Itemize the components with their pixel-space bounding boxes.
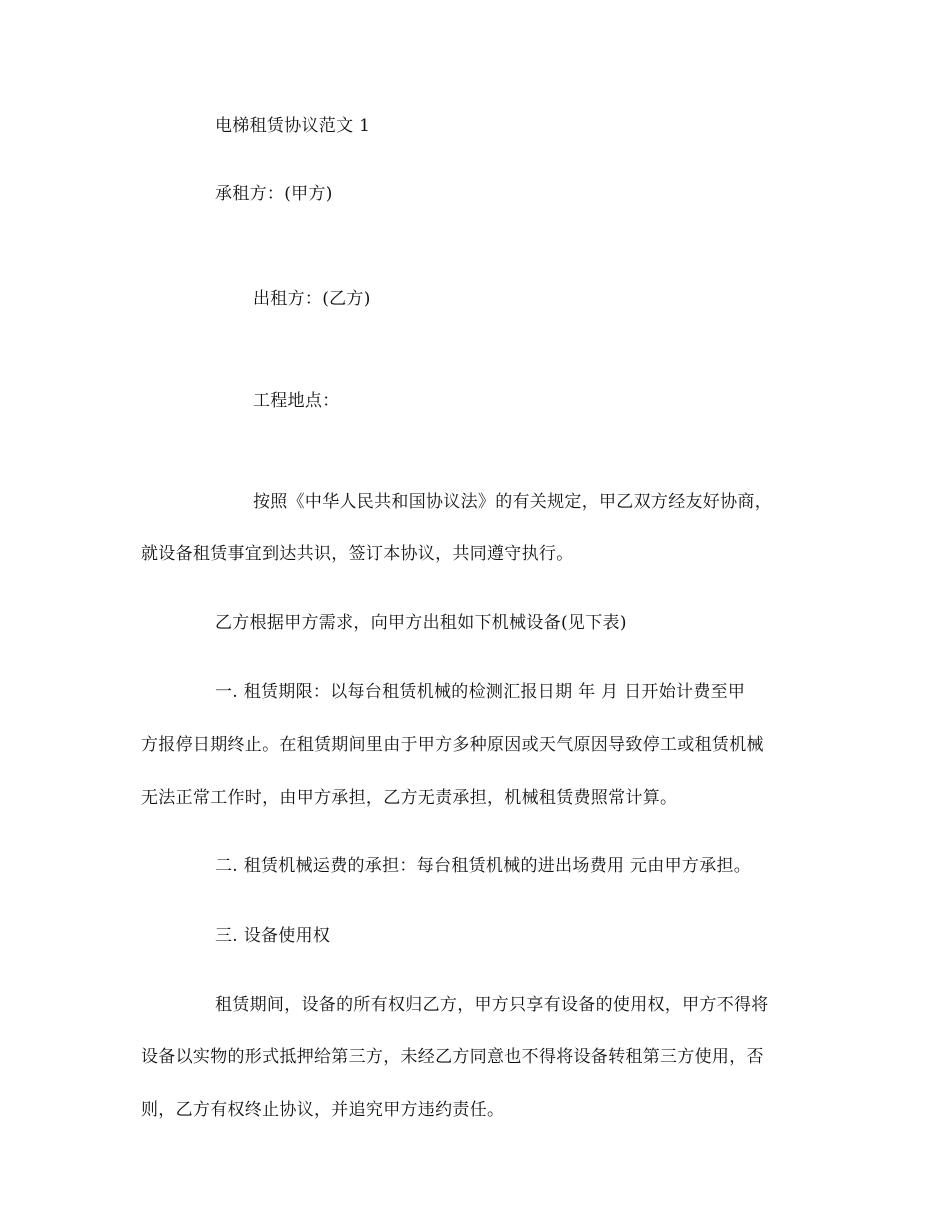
clause-2: 二. 租赁机械运费的承担：每台租赁机械的进出场费用 元由甲方承担。 <box>215 856 752 876</box>
clause-1-line-1: 一. 租赁期限：以每台租赁机械的检测汇报日期 年 月 日开始计费至甲 <box>215 682 746 702</box>
lessee-line: 承租方：(甲方) <box>215 184 333 204</box>
lessor-line: 出租方：(乙方) <box>253 289 371 309</box>
clause-1-line-3: 无法正常工作时，由甲方承担，乙方无责承担，机械租赁费照常计算。 <box>141 788 678 808</box>
intro-paragraph: 乙方根据甲方需求，向甲方出租如下机械设备(见下表) <box>215 613 627 633</box>
clause-3-line-1: 租赁期间，设备的所有权归乙方，甲方只享有设备的使用权，甲方不得将 <box>215 995 769 1015</box>
clause-3-line-3: 则，乙方有权终止协议，并追究甲方违约责任。 <box>141 1100 505 1120</box>
document-title: 电梯租赁协议范文 1 <box>215 116 371 136</box>
clause-3-heading: 三. 设备使用权 <box>215 926 331 946</box>
clause-1-line-2: 方报停日期终止。在租赁期间里由于甲方多种原因或天气原因导致停工或租赁机械 <box>141 735 764 755</box>
clause-3-line-2: 设备以实物的形式抵押给第三方，未经乙方同意也不得将设备转租第三方使用，否 <box>141 1047 764 1067</box>
preamble-line-2: 就设备租赁事宜到达共识，签订本协议，共同遵守执行。 <box>141 544 574 564</box>
site-line: 工程地点： <box>253 391 340 411</box>
preamble-line-1: 按照《中华人民共和国协议法》的有关规定，甲乙双方经友好协商， <box>253 492 772 512</box>
